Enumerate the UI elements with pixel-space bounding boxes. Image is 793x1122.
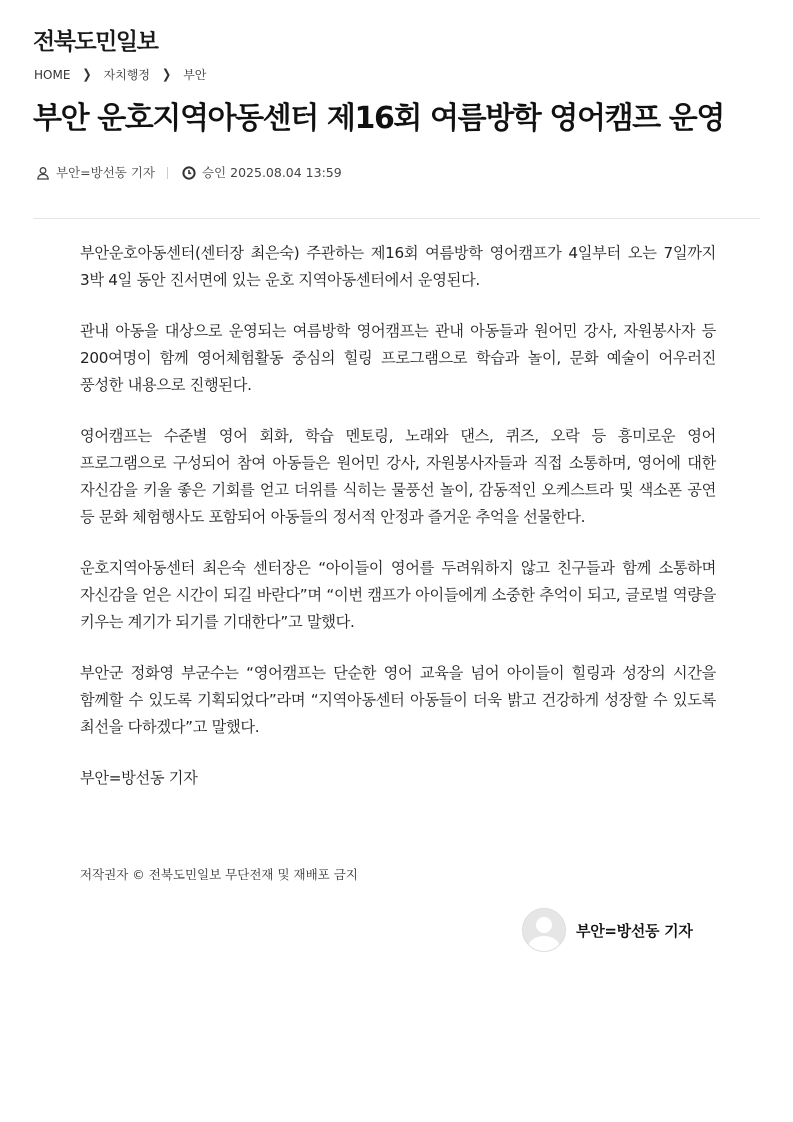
breadcrumb-subsection[interactable]: 부안 [183, 68, 207, 82]
article-paragraph: 부안운호아동센터(센터장 최은숙) 주관하는 제16회 여름방학 영어캠프가 4일부터 오는 7일까지 3박 4일 동안 진서면에 있는 운호 지역아동센터에서 운영된다. [80, 244, 716, 289]
approved-datetime: 2025.08.04 13:59 [230, 165, 342, 180]
user-icon [36, 166, 50, 180]
breadcrumb [34, 66, 206, 84]
article-byline[interactable]: 부안=방선동 기자 [56, 165, 155, 180]
site-logo[interactable]: 전북도민일보 [33, 28, 158, 55]
article-title: 부안 운호지역아동센터 제16회 여름방학 영어캠프 운영 [33, 101, 724, 136]
clock-icon [182, 166, 196, 180]
article-paragraph: 영어캠프는 수준별 영어 회화, 학습 멘토링, 노래와 댄스, 퀴즈, 오락 등 흥미로운 영어 프로그램으로 구성되어 참여 아동들은 원어민 강사, 자원봉사자들과 직접 소통하며, 영어에 대한 자신감을 키울 좋은 기회를 얻고 더위를 식히는 물풍선 놀이, 감동적인 오케스트라 및 색소폰 공연 등 문화 체험행사도 포함되어 아동들의 정서적 안정과 즐거운 추억을 선물한다. [80, 427, 716, 526]
approved-label: 승인 [201, 165, 227, 180]
reporter-name[interactable]: 부안=방선동 기자 [576, 921, 693, 940]
article-signoff: 부안=방선동 기자 [80, 769, 198, 787]
avatar-head [536, 917, 552, 933]
header-divider [33, 218, 760, 219]
article-paragraph: 부안군 정화영 부군수는 “영어캠프는 단순한 영어 교육을 넘어 아이들이 힐링과 성장의 시간을 함께할 수 있도록 기획되었다”라며 “지역아동센터 아동들이 더욱 밝고 건강하게 성장할 수 있도록 최선을 다하겠다”고 말했다. [80, 664, 716, 736]
chevron-right-icon: ❯ [82, 66, 92, 83]
meta-divider [167, 167, 168, 179]
copyright-notice: 저작권자 © 전북도민일보 무단전재 및 재배포 금지 [80, 867, 358, 882]
breadcrumb-section[interactable]: 자치행정 [103, 68, 150, 82]
article-meta [36, 164, 342, 182]
article-paragraph: 관내 아동을 대상으로 운영되는 여름방학 영어캠프는 관내 아동들과 원어민 강사, 자원봉사자 등 200여명이 함께 영어체험활동 중심의 힐링 프로그램으로 학습과 놀이, 문화 예술이 어우러진 풍성한 내용으로 진행된다. [80, 322, 716, 394]
article-paragraph: 운호지역아동센터 최은숙 센터장은 “아이들이 영어를 두려워하지 않고 친구들과 함께 소통하며 자신감을 얻은 시간이 되길 바란다”며 “이번 캠프가 아이들에게 소중한 추억이 되고, 글로벌 역량을 키우는 계기가 되기를 기대한다”고 말했다. [80, 559, 716, 631]
chevron-right-icon: ❯ [162, 66, 172, 83]
reporter-box[interactable] [522, 908, 693, 952]
avatar [522, 908, 566, 952]
avatar-torso [528, 936, 560, 952]
breadcrumb-home[interactable]: HOME [34, 68, 71, 82]
article-body [80, 240, 716, 816]
